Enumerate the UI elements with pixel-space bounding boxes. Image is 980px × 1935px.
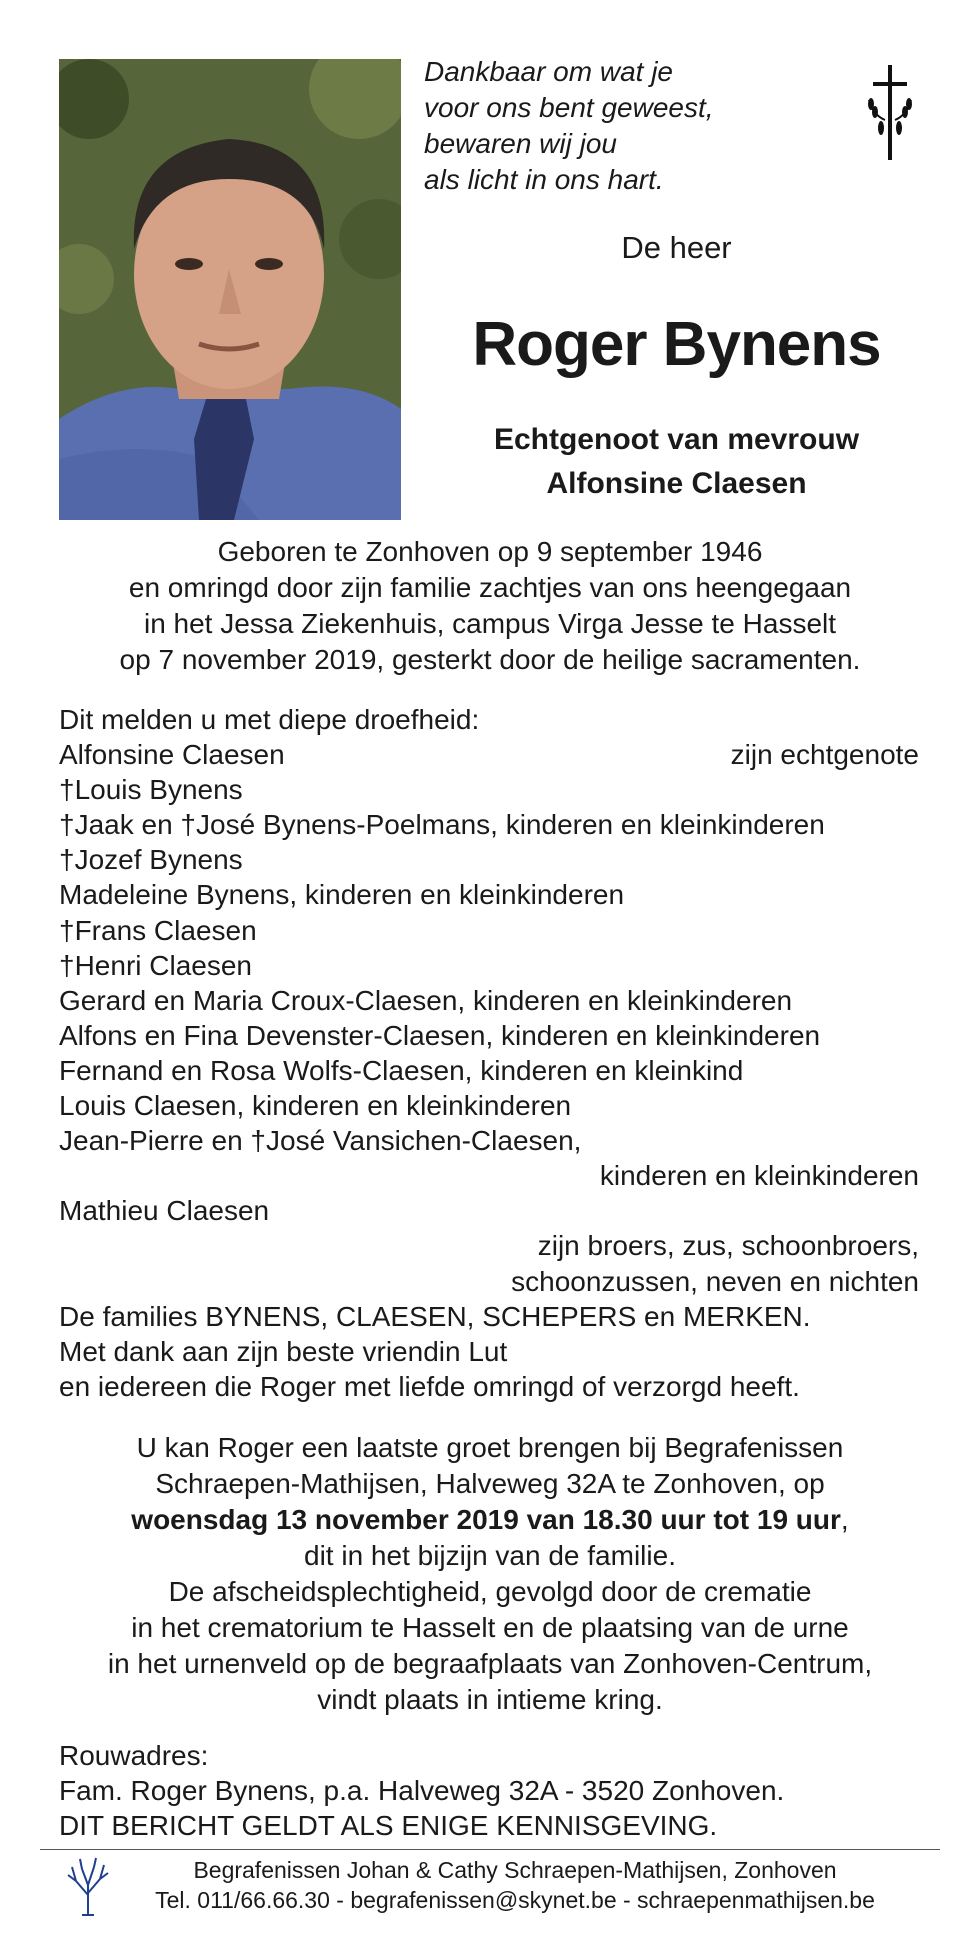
mourner-name: Met dank aan zijn beste vriendin Lut — [59, 1335, 508, 1367]
mourner-row — [59, 1299, 919, 1334]
visit-line: U kan Roger een laatste groet brengen bij Begrafenissen — [136, 1432, 844, 1463]
mourner-name: †Jaak en †José Bynens-Poelmans, kinderen en kleinkinderen — [59, 809, 825, 841]
mourner-row — [59, 1193, 919, 1228]
visit-date-tail: , — [840, 1504, 849, 1535]
mourner-relation: schoonzussen, neven en nichten — [511, 1265, 919, 1297]
address-line: Fam. Roger Bynens, p.a. Halveweg 32A - 3520 Zonhoven. — [59, 1775, 785, 1806]
mourner-name: Madeleine Bynens, kinderen en kleinkinderen — [59, 879, 625, 911]
cross-icon — [855, 60, 925, 160]
mourner-name: †Louis Bynens — [59, 774, 243, 806]
spouse-line-2: Alfonsine Claesen — [546, 467, 807, 500]
mourner-name: Mathieu Claesen — [59, 1195, 270, 1227]
mourner-row — [59, 1053, 919, 1088]
funeral-home-name: Begrafenissen Johan & Cathy Schraepen-Mathijsen, Zonhoven — [193, 1857, 837, 1883]
funeral-home-contact: Tel. 011/66.66.30 - begrafenissen@skynet.be - schraepenmathijsen.be — [155, 1887, 875, 1913]
mourner-name: †Frans Claesen — [59, 914, 257, 946]
mourner-rows — [59, 737, 919, 1404]
mourner-row — [59, 1088, 919, 1123]
mourner-row — [59, 842, 919, 877]
portrait-photo-drawing — [59, 59, 401, 520]
mourner-row — [59, 1264, 919, 1299]
visit-line: vindt plaats in intieme kring. — [317, 1684, 663, 1715]
poem — [424, 54, 824, 198]
notice-line: DIT BERICHT GELDT ALS ENIGE KENNISGEVING. — [59, 1810, 718, 1841]
tree-logo-icon — [62, 1855, 114, 1917]
visit-line: Schraepen-Mathijsen, Halveweg 32A te Zonhoven, op — [155, 1468, 825, 1499]
portrait-photo — [59, 59, 401, 520]
birth-line: en omringd door zijn familie zachtjes van ons heengegaan — [128, 572, 852, 603]
poem-line: voor ons bent geweest, — [424, 92, 714, 123]
mourner-row — [59, 772, 919, 807]
mourner-row — [59, 737, 919, 772]
mourner-row — [59, 983, 919, 1018]
address-label: Rouwadres: — [59, 1740, 209, 1771]
mourner-row — [59, 877, 919, 912]
mourning-address — [59, 1738, 939, 1843]
mourner-name: †Jozef Bynens — [59, 844, 243, 876]
mourner-name: Gerard en Maria Croux-Claesen, kinderen en kleinkinderen — [59, 984, 793, 1016]
mourner-relation: kinderen en kleinkinderen — [599, 1160, 919, 1192]
poem-line: Dankbaar om wat je — [424, 56, 674, 87]
mourner-name: Alfonsine Claesen — [59, 739, 285, 771]
mourner-name: Fernand en Rosa Wolfs-Claesen, kinderen en kleinkind — [59, 1054, 744, 1086]
visit-line: De afscheidsplechtigheid, gevolgd door de crematie — [168, 1576, 812, 1607]
visit-line: in het urnenveld op de begraafplaats van Zonhoven-Centrum, — [107, 1648, 873, 1679]
mourner-name: en iedereen die Roger met liefde omringd of verzorgd heeft. — [59, 1370, 800, 1402]
mourner-row — [59, 1334, 919, 1369]
mourner-row — [59, 948, 919, 983]
mourner-row — [59, 1369, 919, 1404]
footer-divider — [40, 1849, 940, 1850]
funeral-home-info — [120, 1855, 910, 1915]
birth-line: in het Jessa Ziekenhuis, campus Virga Jesse te Hasselt — [143, 608, 837, 639]
deceased-name: Roger Bynens — [472, 310, 881, 379]
poem-line: als licht in ons hart. — [424, 164, 664, 195]
visit-line: in het crematorium te Hasselt en de plaatsing van de urne — [131, 1612, 849, 1643]
mourner-name: †Henri Claesen — [59, 949, 252, 981]
visit-date-line — [40, 1502, 940, 1538]
mourner-row — [59, 1018, 919, 1053]
spouse-line — [424, 418, 929, 506]
mourner-row — [59, 1228, 919, 1263]
mourner-relation: zijn echtgenote — [730, 739, 919, 771]
spouse-line-1: Echtgenoot van mevrouw — [493, 423, 860, 456]
mourners-list — [59, 702, 919, 1404]
mourners-intro: Dit melden u met diepe droefheid: — [59, 704, 480, 735]
salutation: De heer — [621, 230, 732, 265]
birth-line: Geboren te Zonhoven op 9 september 1946 — [217, 536, 763, 567]
mourner-name: De families BYNENS, CLAESEN, SCHEPERS en MERKEN. — [59, 1300, 811, 1332]
poem-line: bewaren wij jou — [424, 128, 617, 159]
mourner-name: Alfons en Fina Devenster-Claesen, kinderen en kleinkinderen — [59, 1019, 821, 1051]
mourner-row — [59, 807, 919, 842]
mourner-name: Louis Claesen, kinderen en kleinkinderen — [59, 1090, 572, 1122]
mourner-row — [59, 913, 919, 948]
visit-line: dit in het bijzijn van de familie. — [304, 1540, 676, 1571]
birth-death-text — [40, 534, 940, 678]
mourner-name: Jean-Pierre en †José Vansichen-Claesen, — [59, 1125, 582, 1157]
mourner-row — [59, 1158, 919, 1193]
visitation-text — [40, 1430, 940, 1718]
mourner-row — [59, 1123, 919, 1158]
birth-line: op 7 november 2019, gesterkt door de heilige sacramenten. — [119, 644, 861, 675]
visit-date: woensdag 13 november 2019 van 18.30 uur tot 19 uur — [131, 1504, 841, 1535]
mourner-relation: zijn broers, zus, schoonbroers, — [537, 1230, 919, 1262]
